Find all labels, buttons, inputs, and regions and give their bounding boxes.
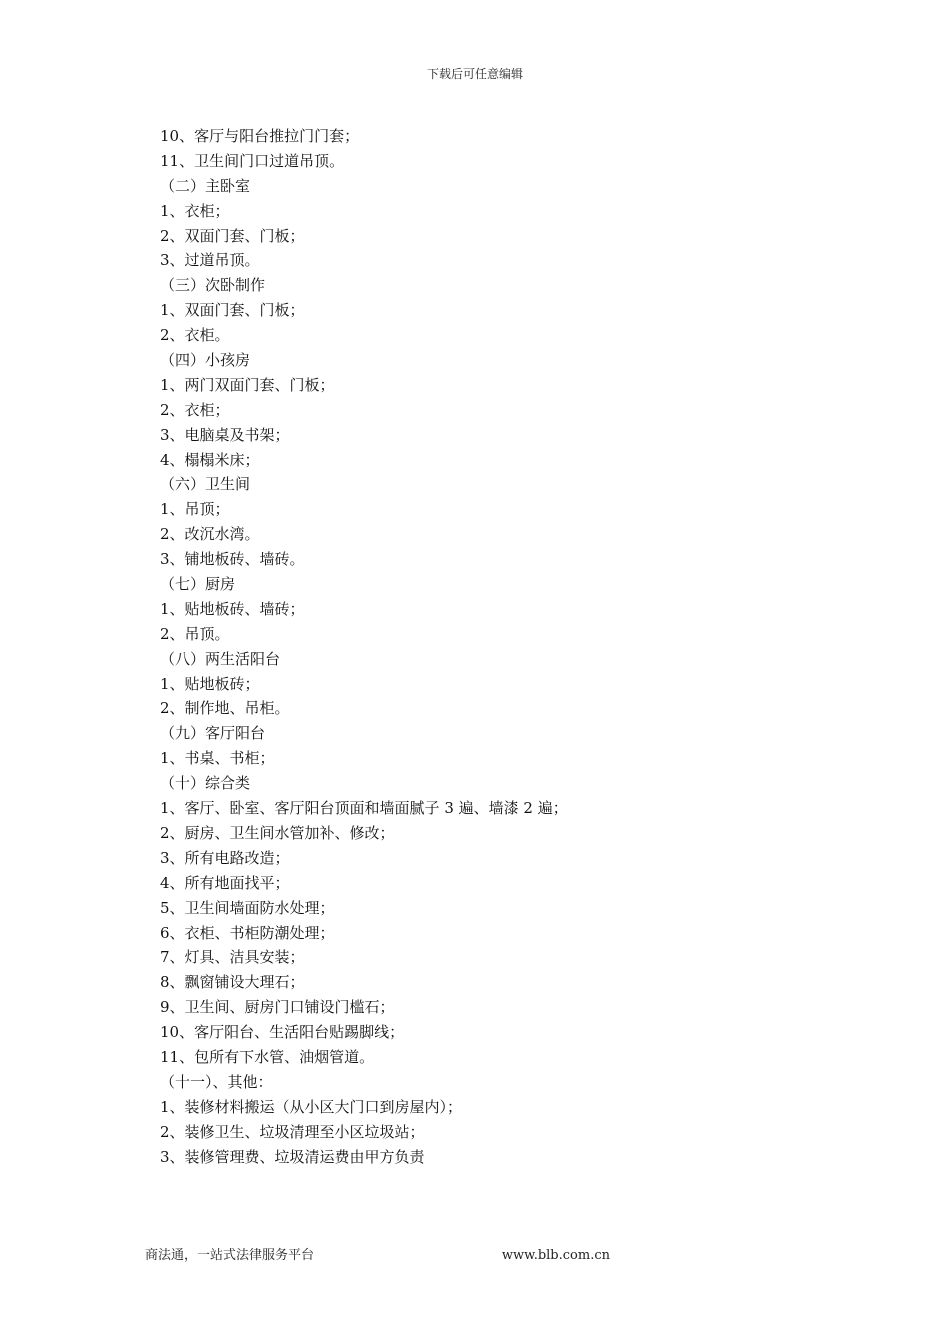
section-heading: （七）厨房	[160, 575, 236, 594]
section-heading: （三）次卧制作	[160, 276, 266, 295]
footer-website-link[interactable]: www.blb.com.cn	[501, 1248, 610, 1263]
list-item: 4、榻榻米床；	[160, 450, 260, 469]
list-item: 1、贴地板砖；	[160, 674, 260, 693]
section-heading: （八）两生活阳台	[160, 649, 281, 668]
list-item: 2、厨房、卫生间水管加补、修改；	[160, 823, 395, 842]
list-item: 3、所有电路改造；	[160, 848, 290, 867]
list-item: 2、装修卫生、垃圾清理至小区垃圾站；	[160, 1122, 425, 1141]
page-header	[0, 66, 950, 82]
list-item: 1、客厅、卧室、客厅阳台顶面和墙面腻子 3 遍、墙漆 2 遍；	[160, 799, 568, 818]
list-item: 2、吊顶。	[160, 624, 230, 643]
list-item: 10、客厅与阳台推拉门门套；	[160, 127, 360, 145]
list-item: 6、衣柜、书柜防潮处理；	[160, 923, 335, 942]
list-item: 9、卫生间、厨房门口铺设门槛石；	[160, 998, 395, 1017]
list-item: 2、衣柜。	[160, 326, 230, 345]
list-item: 8、飘窗铺设大理石；	[160, 973, 305, 992]
header-text: 下载后可任意编辑	[426, 67, 523, 81]
list-item: 1、双面门套、门板；	[160, 301, 305, 320]
list-item: 1、两门双面门套、门板；	[160, 375, 335, 394]
list-item: 5、卫生间墙面防水处理；	[160, 898, 335, 917]
list-item: 2、制作地、吊柜。	[160, 699, 290, 718]
list-item: 3、装修管理费、垃圾清运费由甲方负责	[160, 1147, 425, 1166]
list-item: 3、过道吊顶。	[160, 251, 260, 270]
footer-brand-text: 商法通，一站式法律服务平台	[145, 1248, 315, 1263]
list-item: 10、客厅阳台、生活阳台贴踢脚线；	[160, 1023, 405, 1042]
list-item: 3、铺地板砖、墙砖。	[160, 550, 305, 569]
section-heading: （四）小孩房	[160, 351, 251, 370]
list-item: 2、衣柜；	[160, 400, 230, 419]
list-item: 4、所有地面找平；	[160, 873, 290, 892]
list-item: 1、装修材料搬运（从小区大门口到房屋内）；	[160, 1097, 463, 1116]
list-item: 1、衣柜；	[160, 201, 230, 220]
section-heading: （十一）、其他：	[160, 1072, 273, 1091]
section-heading: （十）综合类	[160, 774, 251, 793]
section-heading: （六）卫生间	[160, 475, 251, 494]
list-item: 2、改沉水湾。	[160, 525, 260, 544]
list-item: 3、电脑桌及书架；	[160, 425, 290, 444]
list-item: 11、卫生间门口过道吊顶。	[160, 151, 345, 170]
page-footer	[145, 1246, 610, 1266]
document-body	[160, 124, 860, 1169]
list-item: 7、灯具、洁具安装；	[160, 948, 305, 967]
section-heading: （九）客厅阳台	[160, 724, 266, 743]
list-item: 2、双面门套、门板；	[160, 226, 305, 245]
list-item: 1、书桌、书柜；	[160, 749, 275, 768]
list-item: 11、包所有下水管、油烟管道。	[160, 1047, 375, 1066]
section-heading: （二）主卧室	[160, 176, 251, 195]
list-item: 1、贴地板砖、墙砖；	[160, 599, 305, 618]
list-item: 1、吊顶；	[160, 500, 230, 519]
